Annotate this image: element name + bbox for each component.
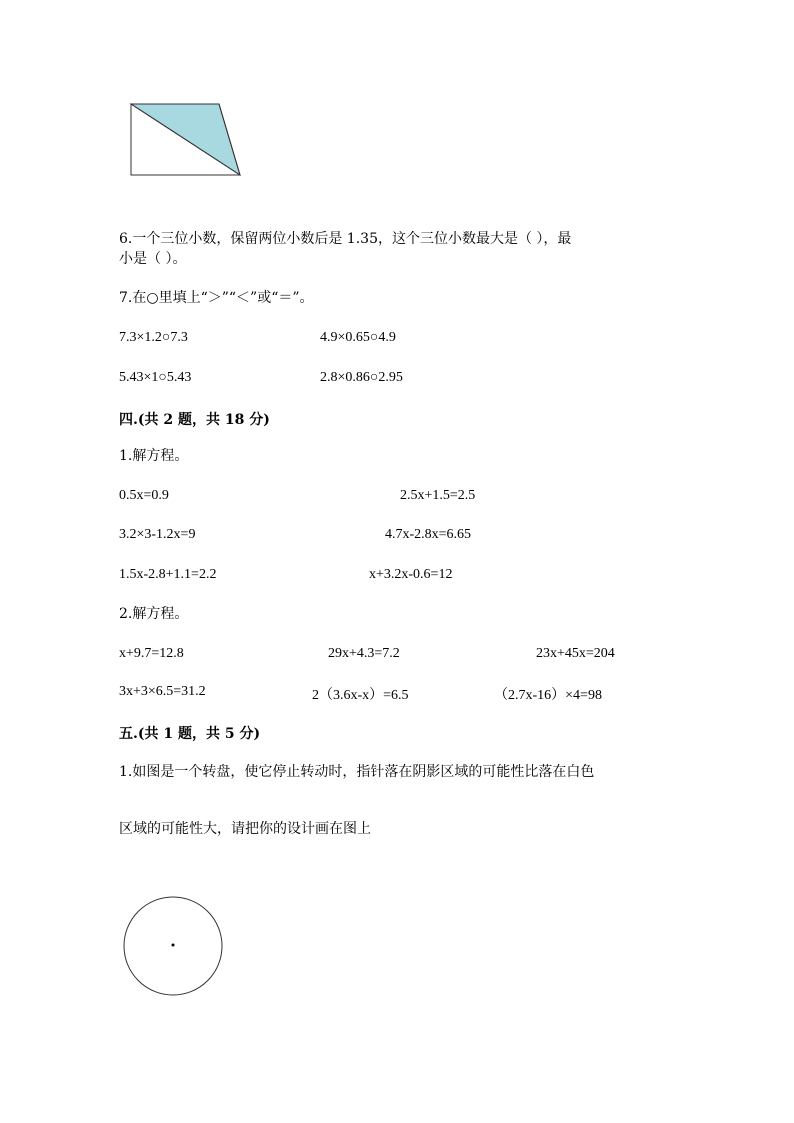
equation: （2.7x-16）×4=98 bbox=[494, 688, 602, 703]
equation: x+9.7=12.8 bbox=[119, 646, 184, 661]
section5-q1-line2: 区域的可能性大，请把你的设计画在图上 bbox=[119, 821, 371, 837]
equation: 29x+4.3=7.2 bbox=[328, 646, 400, 661]
section4-heading: 四.(共 2 题，共 18 分) bbox=[119, 412, 270, 428]
equation: 3.2×3-1.2x=9 bbox=[119, 527, 196, 542]
equation: 4.7x-2.8x=6.65 bbox=[385, 527, 472, 542]
equation: 0.5x=0.9 bbox=[119, 488, 169, 503]
q7-item: 2.8×0.86○2.95 bbox=[320, 370, 403, 385]
equation: x+3.2x-0.6=12 bbox=[369, 567, 453, 582]
section4-q2-prompt: 2.解方程。 bbox=[119, 606, 189, 622]
equation: 2.5x+1.5=2.5 bbox=[400, 488, 476, 503]
section5-q1-line1: 1.如图是一个转盘，使它停止转动时，指针落在阴影区域的可能性比落在白色 bbox=[119, 764, 595, 780]
trapezoid-figure bbox=[0, 0, 794, 200]
equation: 2（3.6x-x）=6.5 bbox=[312, 688, 409, 703]
spinner-circle-figure bbox=[112, 885, 232, 1005]
q7-item: 7.3×1.2○7.3 bbox=[119, 330, 188, 345]
q7-item: 5.43×1○5.43 bbox=[119, 370, 192, 385]
spinner-center-dot bbox=[172, 944, 175, 947]
section5-heading: 五.(共 1 题，共 5 分) bbox=[119, 726, 261, 742]
section4-q1-prompt: 1.解方程。 bbox=[119, 448, 189, 464]
q7-item: 4.9×0.65○4.9 bbox=[320, 330, 396, 345]
q6-line1: 6.一个三位小数，保留两位小数后是 1.35，这个三位小数最大是（ ），最 bbox=[119, 231, 572, 247]
q6-line2: 小是（ ）。 bbox=[119, 251, 187, 267]
equation: 23x+45x=204 bbox=[536, 646, 615, 661]
q7-prompt: 7.在○里填上“＞”“＜”或“＝”。 bbox=[119, 290, 314, 306]
equation: 1.5x-2.8+1.1=2.2 bbox=[119, 567, 217, 582]
equation: 3x+3×6.5=31.2 bbox=[119, 684, 206, 699]
